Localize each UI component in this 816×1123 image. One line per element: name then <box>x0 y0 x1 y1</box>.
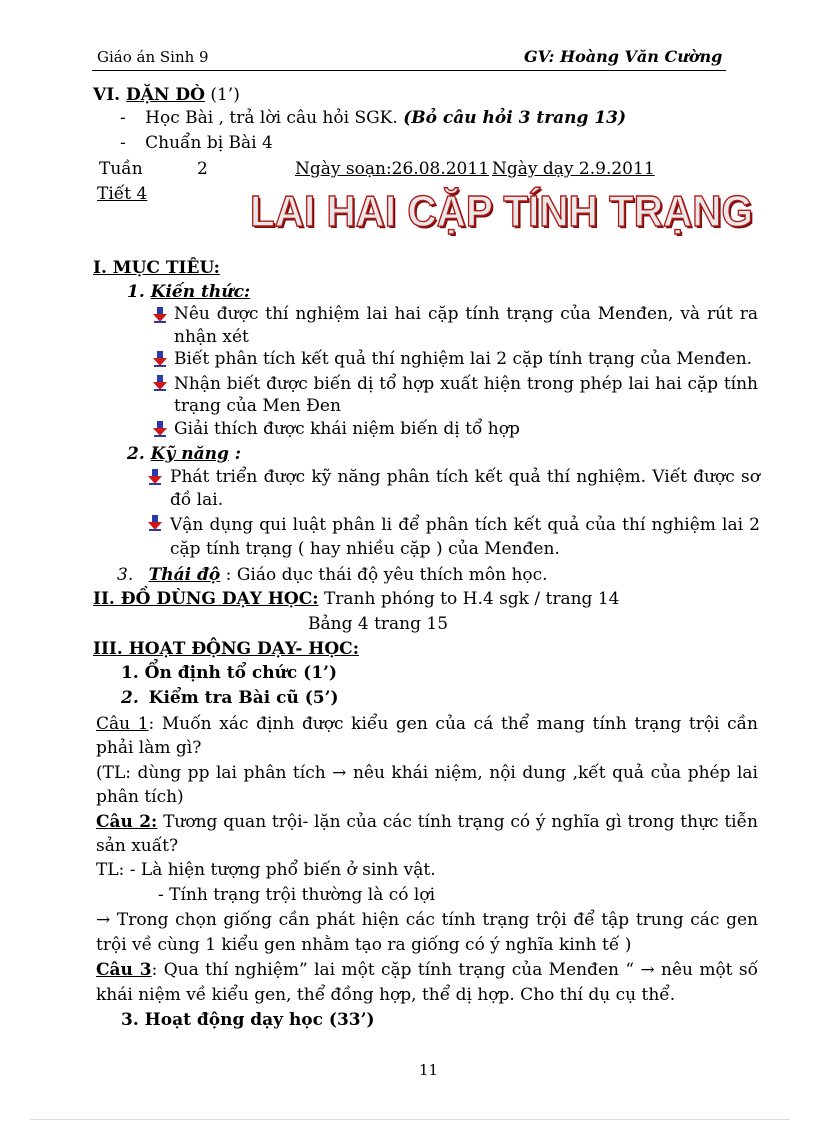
arrow-down-bullet-icon <box>152 306 168 324</box>
header-right: GV: Hoàng Văn Cường <box>524 47 723 66</box>
arrow-down-bullet-icon <box>152 374 168 392</box>
thai-do-label: Thái độ <box>148 565 221 585</box>
arrow-down-bullet-icon <box>147 468 163 486</box>
kien-thuc-heading <box>127 281 250 303</box>
tuan-value: 2 <box>197 159 208 179</box>
ky-nang-item-2: Vận dụng qui luật phân li để phân tích kết quả của thí nghiệm lai 2 cặp tính trạng ( hay nhiều cặp ) của Menđen. <box>170 515 760 559</box>
kien-thuc-num: 1. <box>127 282 145 302</box>
dando-item-emphasis: (Bỏ câu hỏi 3 trang 13) <box>403 108 627 128</box>
cau-1 <box>96 712 758 760</box>
page-number: 11 <box>419 1061 439 1079</box>
hoat-dong-heading: III. HOẠT ĐỘNG DẠY- HỌC: <box>93 639 359 659</box>
arrow-down-bullet-icon <box>147 514 163 532</box>
footer-line <box>30 1119 790 1120</box>
cau-1-text: : Muốn xác định được kiểu gen của cá thể mang tính trạng trội cần phải làm gì? <box>96 714 759 758</box>
dando-heading <box>93 84 240 106</box>
step-3: 3. Hoạt động dạy học (33’) <box>121 1010 375 1030</box>
tuan-label: Tuần <box>99 159 143 179</box>
ngay-day: Ngày dạy 2.9.2011 <box>492 159 655 179</box>
tiet: Tiết 4 <box>97 184 148 204</box>
dando-heading-suffix: (1’) <box>204 85 240 105</box>
ky-nang-heading <box>127 443 241 465</box>
do-dung-heading: II. ĐỒ DÙNG DẠY HỌC: <box>93 589 319 609</box>
dando-item-2 <box>120 132 273 154</box>
tl-conclusion: → Trong chọn giống cần phát hiện các tính trạng trội để tập trung các gen trội về cùng 1 kiểu gen nhằm tạo ra giống có ý nghĩa kinh tế ) <box>96 910 758 955</box>
kien-thuc-label: Kiến thức: <box>150 282 251 302</box>
kien-thuc-item-1: Nêu được thí nghiệm lai hai cặp tính trạng của Menđen, và rút ra nhận xét <box>174 304 758 347</box>
do-dung-line2: Bảng 4 trang 15 <box>308 614 449 634</box>
step-2-num: 2. <box>121 688 139 708</box>
ngay-soan: Ngày soạn:26.08.2011 <box>295 159 490 179</box>
step-1: 1. Ổn định tổ chức (1’) <box>121 663 338 683</box>
thai-do-text: : Giáo dục thái độ yêu thích môn học. <box>220 565 548 585</box>
ky-nang-label: Kỹ năng <box>150 444 229 464</box>
dando-heading-prefix: VI. <box>93 85 126 105</box>
step-2-text: Kiểm tra Bài cũ (5’) <box>148 688 339 708</box>
kien-thuc-item-4: Giải thích được khái niệm biến dị tổ hợp <box>174 419 520 439</box>
dando-item-text: Chuẩn bị Bài 4 <box>145 133 273 153</box>
cau-1-answer: (TL: dùng pp lai phân tích → nêu khái niệm, nội dung ,kết quả của phép lai phân tích) <box>96 763 758 807</box>
tl-line-1: TL: - Là hiện tượng phổ biến ở sinh vật. <box>96 860 436 880</box>
cau-3 <box>96 958 758 1008</box>
cau-1-label: Câu 1 <box>96 714 149 734</box>
ky-nang-suffix: : <box>228 444 242 464</box>
header-left: Giáo án Sinh 9 <box>97 48 209 66</box>
ky-nang-num: 2. <box>127 444 145 464</box>
header-rule <box>92 70 726 71</box>
step-2 <box>121 687 339 709</box>
muc-tieu-heading: I. MỤC TIÊU: <box>93 258 220 278</box>
kien-thuc-item-2: Biết phân tích kết quả thí nghiệm lai 2 cặp tính trạng của Menđen. <box>174 349 753 369</box>
cau-2-label: Câu 2: <box>96 812 158 832</box>
cau-3-label: Câu 3 <box>96 960 152 980</box>
dash-marker: - <box>120 133 126 153</box>
thai-do-num: 3. <box>117 565 134 585</box>
dando-item-1 <box>120 107 626 129</box>
dash-marker: - <box>120 108 126 128</box>
lesson-title: LAI HAI CẶP TÍNH TRẠNG <box>250 187 753 236</box>
dando-heading-text: DẶN DÒ <box>125 85 205 105</box>
ky-nang-item-1: Phát triển được kỹ năng phân tích kết quả thí nghiệm. Viết được sơ đồ lai. <box>170 467 760 510</box>
cau-2-text: Tương quan trội- lặn của các tính trạng có ý nghĩa gì trong thực tiễn sản xuất? <box>96 812 758 856</box>
arrow-down-bullet-icon <box>152 420 168 438</box>
arrow-down-bullet-icon <box>152 350 168 368</box>
tl-line-2: - Tính trạng trội thường là có lợi <box>158 885 436 905</box>
do-dung-text: Tranh phóng to H.4 sgk / trang 14 <box>318 589 620 609</box>
thai-do <box>117 564 548 586</box>
cau-3-text: : Qua thí nghiệm” lai một cặp tính trạng của Menđen “ → nêu một số khái niệm về kiểu gen, thể đồng hợp, thể dị hợp. Cho thí dụ cụ thể. <box>96 960 758 1005</box>
dando-item-text: Học Bài , trả lời câu hỏi SGK. <box>145 108 404 128</box>
cau-2 <box>96 810 758 858</box>
do-dung-line1 <box>93 588 619 610</box>
kien-thuc-item-3: Nhận biết được biến dị tổ hợp xuất hiện trong phép lai hai cặp tính trạng của Men Đen <box>174 374 758 416</box>
